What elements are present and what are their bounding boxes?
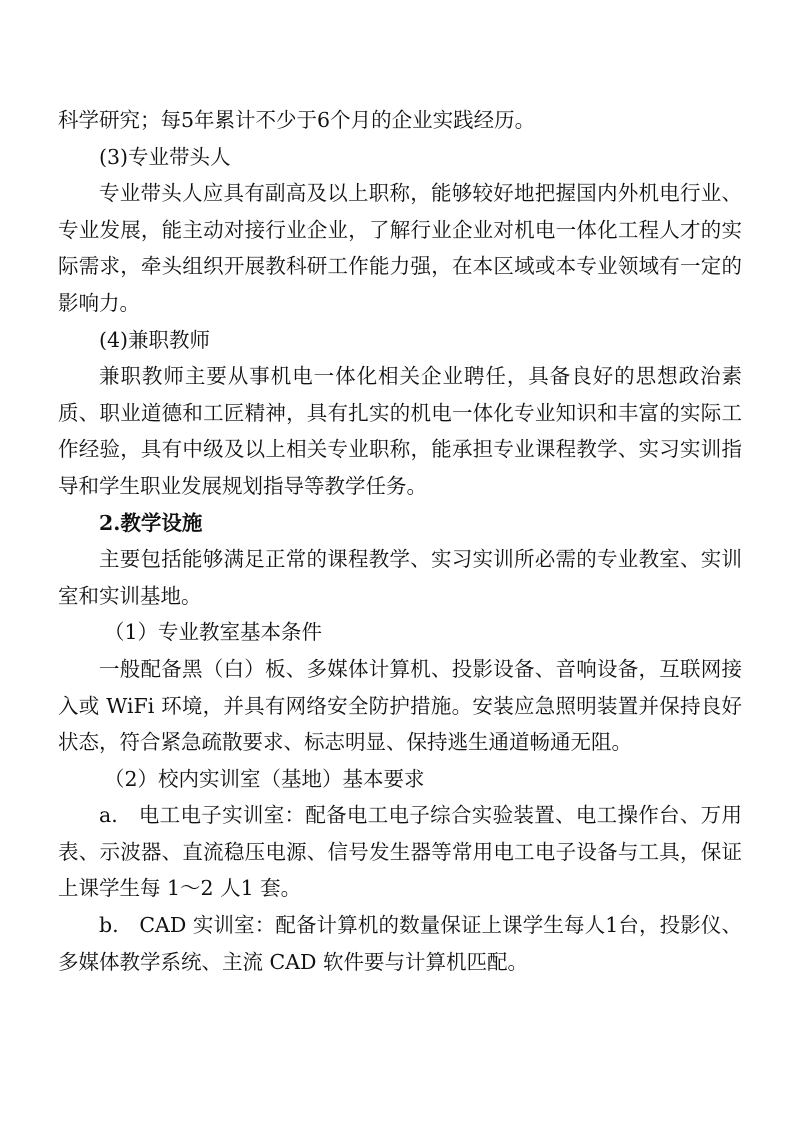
- paragraph-classroom-conditions: 一般配备黑（白）板、多媒体计算机、投影设备、音响设备，互联网接入或 WiFi 环境，并具有网络安全防护措施。安装应急照明装置并保持良好状态，符合紧急疏散要求、标志明显、保持逃生通道畅通无阻。: [58, 656, 742, 755]
- subheading-classroom-conditions: （1）专业教室基本条件: [104, 620, 323, 645]
- section-heading-teaching-facilities: 2.教学设施: [99, 510, 203, 535]
- paragraph-continuation: 科学研究；每5年累计不少于6个月的企业实践经历。: [58, 108, 536, 132]
- list-item-cad-lab: b. CAD 实训室：配备计算机的数量保证上课学生每人1台，投影仪、多媒体教学系统、主流 CAD 软件要与计算机匹配。: [58, 913, 742, 974]
- paragraph-part-time-teachers: 兼职教师主要从事机电一体化相关企业聘任，具备良好的思想政治素质、职业道德和工匠精神，具有扎实的机电一体化专业知识和丰富的实际工作经验，具有中级及以上相关专业职称，能承担专业课程教学、实习实训指导和学生职业发展规划指导等教学任务。: [58, 364, 742, 498]
- paragraph-facilities-intro: 主要包括能够满足正常的课程教学、实习实训所必需的专业教室、实训室和实训基地。: [58, 547, 742, 608]
- paragraph-discipline-leader: 专业带头人应具有副高及以上职称，能够较好地把握国内外机电行业、专业发展，能主动对接行业企业，了解行业企业对机电一体化工程人才的实际需求，牵头组织开展教科研工作能力强，在本区域或本专业领域有一定的影响力。: [58, 181, 742, 315]
- subheading-discipline-leader: (3)专业带头人: [99, 144, 231, 169]
- document-body: [58, 102, 742, 980]
- subheading-training-room-requirements: （2）校内实训室（基地）基本要求: [104, 766, 425, 791]
- subheading-part-time-teachers: (4)兼职教师: [99, 327, 211, 352]
- list-item-electrical-lab: a. 电工电子实训室：配备电工电子综合实验装置、电工操作台、万用表、示波器、直流稳压电源、信号发生器等常用电工电子设备与工具，保证上课学生每 1～2 人1 套。: [58, 803, 742, 901]
